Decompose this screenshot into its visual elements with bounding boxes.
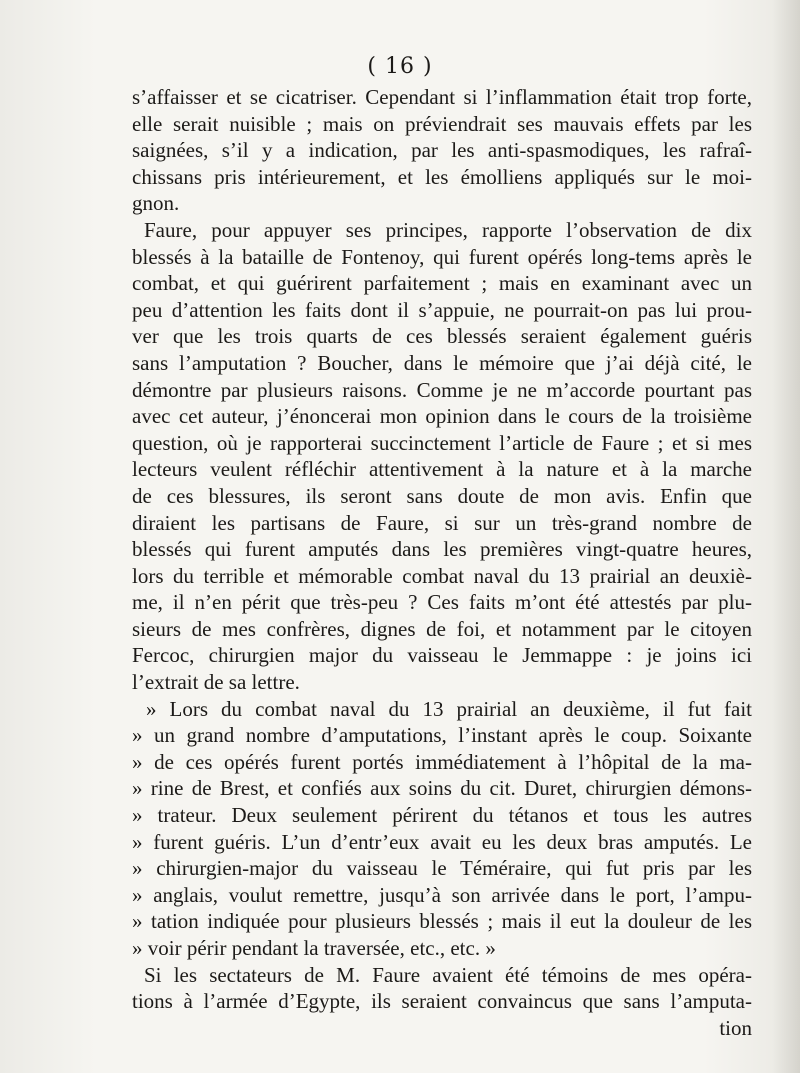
text-line: gnon.	[132, 191, 180, 216]
quote-line: » Lors du combat naval du 13 prairial an deuxième, il fut fait	[146, 696, 752, 721]
quote-line: » tation indiquée pour plusieurs blessés ; mais il eut la douleur de les	[132, 909, 752, 934]
quote-line: » furent guéris. L’un d’entr’eux avait eu les deux bras amputés. Le	[132, 829, 752, 854]
text-line: Faure, pour appuyer ses principes, rapporte l’observation de dix	[144, 217, 752, 242]
text-line: démontre par plusieurs raisons. Comme je ne m’accorde pourtant pas	[132, 377, 752, 402]
text-line: de ces blessures, ils seront sans doute de mon avis. Enfin que	[132, 483, 752, 508]
text-line: peu d’attention les faits dont il s’appuie, ne pourrait-on pas lui prou-	[132, 297, 752, 322]
catchword: tion	[719, 1015, 752, 1040]
text-line: saignées, s’il y a indication, par les anti-spasmodiques, les rafraî-	[132, 138, 752, 163]
quote-line: » un grand nombre d’amputations, l’instant après le coup. Soixante	[132, 723, 752, 748]
text-line: ver que les trois quarts de ces blessés seraient également guéris	[132, 324, 752, 349]
quote-line: » rine de Brest, et confiés aux soins du cit. Duret, chirurgien démons-	[132, 776, 752, 801]
text-line: blessés à la bataille de Fontenoy, qui furent opérés long-tems après le	[132, 244, 752, 269]
page-spine-shadow	[772, 0, 800, 1073]
text-line: s’affaisser et se cicatriser. Cependant si l’inflammation était trop forte,	[132, 85, 752, 109]
text-line: tions à l’armée d’Egypte, ils seraient convaincus que sans l’amputa-	[132, 989, 752, 1014]
text-line: combat, et qui guérirent parfaitement ; mais en examinant avec un	[132, 271, 752, 296]
text-line: me, il n’en périt que très-peu ? Ces faits m’ont été attestés par plu-	[132, 590, 752, 615]
text-line: chissans pris intérieurement, et les émolliens appliqués sur le moi-	[132, 164, 752, 189]
quote-line: » de ces opérés furent portés immédiatement à l’hôpital de la ma-	[132, 749, 752, 774]
text-line: sans l’amputation ? Boucher, dans le mémoire que j’ai déjà cité, le	[132, 350, 752, 375]
text-line: Fercoc, chirurgien major du vaisseau le Jemmappe : je joins ici	[132, 643, 752, 668]
body-text	[132, 84, 752, 1041]
text-line: avec cet auteur, j’énoncerai mon opinion dans le cours de la troisième	[132, 404, 752, 429]
quote-line: » anglais, voulut remettre, jusqu’à son arrivée dans le port, l’ampu-	[132, 882, 752, 907]
quote-line: » trateur. Deux seulement périrent du tétanos et tous les autres	[132, 803, 752, 828]
text-line: lors du terrible et mémorable combat naval du 13 prairial an deuxiè-	[132, 563, 752, 588]
text-line: question, où je rapporterai succinctement l’article de Faure ; et si mes	[132, 430, 752, 455]
text-line: l’extrait de sa lettre.	[132, 670, 300, 695]
quote-line: » chirurgien-major du vaisseau le Téméraire, qui fut pris par les	[132, 856, 752, 881]
text-line: blessés qui furent amputés dans les premières vingt-quatre heures,	[132, 537, 752, 562]
text-line: lecteurs veulent réfléchir attentivement à la nature et à la marche	[132, 457, 752, 482]
text-line: sieurs de mes confrères, dignes de foi, et notamment par le citoyen	[132, 616, 752, 641]
page-number: ( 16 )	[367, 54, 433, 79]
quote-line: » voir périr pendant la traversée, etc., etc. »	[132, 936, 496, 960]
text-line: diraient les partisans de Faure, si sur un très-grand nombre de	[132, 510, 752, 535]
text-line: elle serait nuisible ; mais on préviendrait ses mauvais effets par les	[132, 111, 752, 136]
text-line: Si les sectateurs de M. Faure avaient été témoins de mes opéra-	[144, 962, 752, 987]
